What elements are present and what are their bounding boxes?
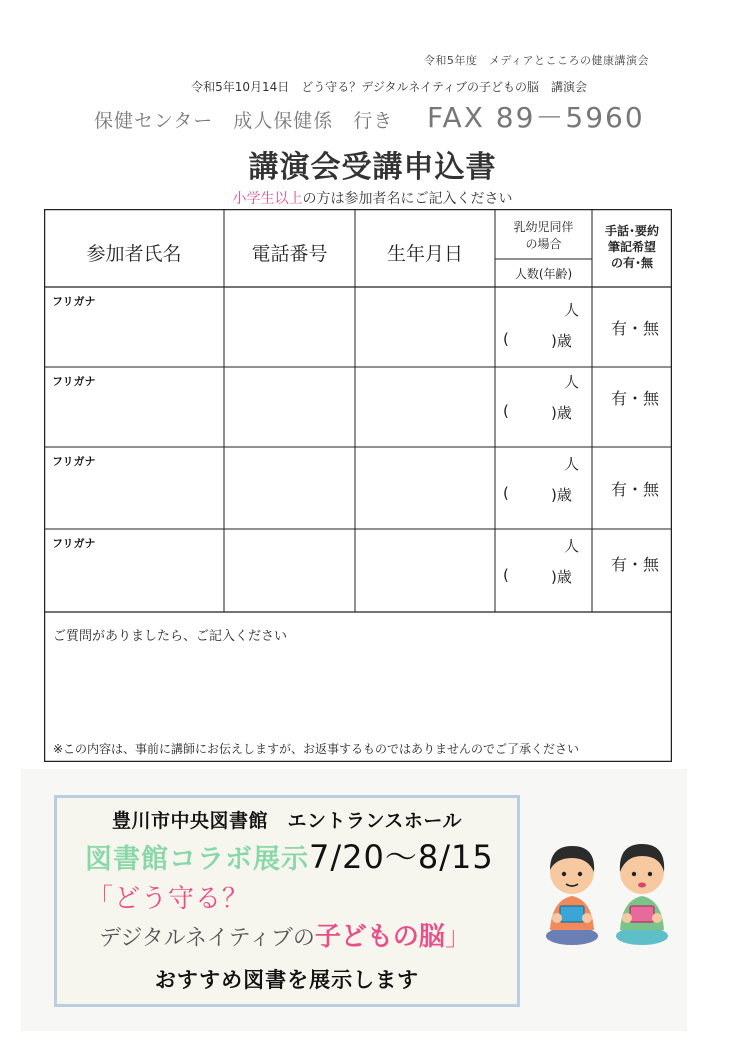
row-3-age-close: )歳: [551, 486, 572, 504]
form-note-highlight: 小学生以上: [232, 191, 303, 207]
row-3-people-unit: 人: [564, 455, 580, 473]
header-sign-language-2: 筆記希望: [607, 240, 656, 254]
children-with-tablets-illustration: [538, 832, 678, 952]
row-1-name-field[interactable]: [44, 307, 224, 367]
library-exhibit-notice: [54, 795, 520, 1007]
row-4-sign-choice[interactable]: 有・無: [610, 555, 659, 574]
row-2-name-field[interactable]: [44, 387, 224, 447]
child-left-icon: [546, 846, 598, 945]
application-form-table: [44, 209, 672, 762]
destination-line: [94, 96, 674, 136]
row-1-people-unit: 人: [564, 301, 580, 319]
header-infant-count: 人数(年齢): [514, 267, 573, 281]
form-note-text: の方は参加者名にご記入ください: [302, 191, 513, 207]
header-sign-language-1: 手話･要約: [604, 224, 659, 238]
notice-quote-close: 」: [444, 922, 471, 952]
notice-footer: おすすめ図書を展示します: [154, 968, 420, 992]
row-4-age-open: (: [503, 566, 509, 584]
row-3-age-open: (: [503, 484, 509, 502]
row-4-birthday-field[interactable]: [355, 529, 495, 612]
row-2-phone-field[interactable]: [224, 367, 355, 447]
row-1-age-open: (: [503, 330, 509, 348]
header-birthday: 生年月日: [386, 243, 463, 265]
row-3-furigana: フリガナ: [52, 455, 96, 468]
header-event-title: 令和5年10月14日 どう守る？デジタルネイティブの子どもの脳 講演会: [191, 80, 587, 94]
header-phone-number: 電話番号: [251, 243, 328, 265]
row-4-age-close: )歳: [551, 568, 572, 586]
comment-field[interactable]: [48, 645, 668, 735]
notice-quote-line-2: [99, 916, 471, 953]
row-2-age-field[interactable]: [503, 402, 588, 422]
row-2-furigana: フリガナ: [52, 375, 96, 388]
child-right-icon: [616, 844, 668, 945]
fax-number: FAX 89－5960: [427, 101, 645, 134]
comment-label: ご質問がありましたら、ご記入ください: [53, 629, 288, 644]
row-4-name-field[interactable]: [44, 549, 224, 612]
row-3-age-field[interactable]: [503, 484, 588, 504]
notice-exhibit-label: 図書館コラボ展示: [85, 844, 309, 875]
row-2-people-unit: 人: [564, 373, 580, 391]
row-4-phone-field[interactable]: [224, 529, 355, 612]
notice-venue: 豊川市中央図書館 エントランスホール: [111, 810, 463, 832]
row-4-furigana: フリガナ: [52, 537, 96, 550]
notice-quote-line-1: 「どう守る？: [87, 884, 250, 914]
header-participant-name: 参加者氏名: [86, 243, 182, 265]
header-sign-language-3: の有･無: [610, 256, 653, 270]
row-1-age-close: )歳: [551, 332, 572, 350]
notice-exhibit-dates: 7/20～8/15: [309, 838, 494, 876]
header-infant-top: 乳幼児同伴: [513, 220, 574, 234]
row-4-age-field[interactable]: [503, 566, 588, 586]
row-1-age-field[interactable]: [503, 330, 588, 350]
comment-note: ※この内容は、事前に講師にお伝えしますが、お返事するものではありませんのでご了承ください: [53, 742, 580, 756]
form-title: 講演会受講申込書: [248, 150, 497, 185]
row-3-birthday-field[interactable]: [355, 447, 495, 529]
row-1-sign-choice[interactable]: 有・無: [610, 319, 659, 338]
row-3-sign-choice[interactable]: 有・無: [610, 480, 659, 499]
form-note: [0, 188, 745, 208]
row-2-birthday-field[interactable]: [355, 367, 495, 447]
row-2-sign-choice[interactable]: 有・無: [610, 389, 659, 408]
notice-quote-emphasis: 子どもの脳: [314, 922, 445, 952]
row-1-birthday-field[interactable]: [355, 287, 495, 367]
row-1-phone-field[interactable]: [224, 287, 355, 367]
row-3-name-field[interactable]: [44, 467, 224, 529]
header-infant-bottom: の場合: [525, 237, 562, 251]
row-4-people-unit: 人: [564, 537, 580, 555]
row-1-furigana: フリガナ: [52, 295, 96, 308]
notice-quote-pre: デジタルネイティブの: [99, 926, 315, 951]
row-2-age-open: (: [503, 402, 509, 420]
destination-label: 保健センター 成人保健係 行き: [94, 110, 394, 132]
row-2-age-close: )歳: [551, 404, 572, 422]
header-series-title: 令和5年度 メディアとこころの健康講演会: [423, 54, 649, 67]
notice-exhibit-line: [85, 832, 494, 878]
row-3-phone-field[interactable]: [224, 447, 355, 529]
